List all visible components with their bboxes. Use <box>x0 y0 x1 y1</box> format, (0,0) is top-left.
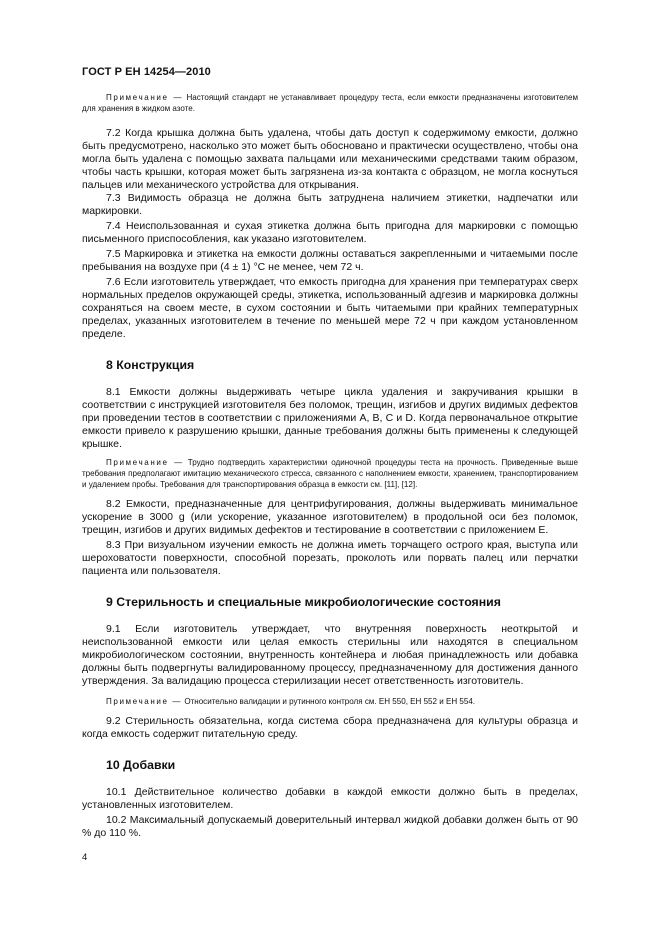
note-label: Примечание — <box>106 93 184 102</box>
note-label: Примечание — <box>106 458 184 467</box>
note-strength-test <box>82 457 578 490</box>
section-9-heading: 9 Стерильность и специальные микробиологические состояния <box>106 595 501 609</box>
page-content <box>82 92 578 840</box>
note-label: Примечание — <box>106 697 183 706</box>
note-storage-liquid-nitrogen <box>82 92 578 114</box>
clause-8-2: 8.2 Емкости, предназначенные для центрифугирования, должны выдерживать минимальное ускорение в 3000 g (или ускорение, указанное изготовителем) в продольной оси без поломок, трещин, изгибов и других видимых дефектов и тестирование в соответствии с приложением Е. <box>82 498 578 536</box>
section-8-heading: 8 Конструкция <box>106 358 195 372</box>
clause-7-6: 7.6 Если изготовитель утверждает, что емкость пригодна для хранения при температурах сверх нормальных пределов окружающей среды, этикетка, использованный адгезив и маркировка должны сохраняться на своем месте, в сухом состоянии и быть читаемыми при крайних температурных пределах, указанных изготовителем в течение по меньшей мере 72 ч при каждом установленном пределе. <box>82 276 578 340</box>
clause-9-2: 9.2 Стерильность обязательна, когда система сбора предназначена для культуры образца и когда емкость содержит питательную среду. <box>82 715 578 740</box>
clause-7-5: 7.5 Маркировка и этикетка на емкости должны оставаться закрепленными и читаемыми после пребывания на воздухе при (4 ± 1) °С не менее, чем 72 ч. <box>82 248 578 273</box>
section-10-heading: 10 Добавки <box>106 758 176 772</box>
clause-10-1: 10.1 Действительное количество добавки в каждой емкости должно быть в пределах, установленных изготовителем. <box>82 786 578 811</box>
clause-7-4: 7.4 Неиспользованная и сухая этикетка должна быть пригодна для маркировки с помощью письменного приспособления, как указано изготовителем. <box>82 220 578 245</box>
clause-7-3: 7.3 Видимость образца не должна быть затруднена наличием этикетки, надпечатки или маркировки. <box>82 192 578 217</box>
note-text: Настоящий стандарт не устанавливает процедуру теста, если емкости предназначены изготовителем для хранения в жидком азоте. <box>82 93 578 113</box>
clause-7-2: 7.2 Когда крышка должна быть удалена, чтобы дать доступ к содержимому емкости, должно быть предусмотрено, насколько это может быть обосновано и практически осуществлено, чтобы она могла быть удалена с помощью захвата пальцами или механическими средствами таким образом, чтобы часть крышки, которая может быть загрязнена из-за контакта с образцом, не могла коснуться пальцев или механического устройства для открывания. <box>82 127 578 191</box>
clause-9-1: 9.1 Если изготовитель утверждает, что внутренняя поверхность неоткрытой и неиспользованной емкости или целая емкость стерильны или находятся в специальном микробиологическом состоянии, внутренность контейнера и любая принадлежность или добавка должны быть подвергнуты валидированному процессу, предназначенному для достижения данного утверждения. За валидацию процесса стерилизации несет ответственность изготовитель. <box>82 623 578 687</box>
page-number: 4 <box>82 852 88 863</box>
document-header: ГОСТ Р ЕН 14254—2010 <box>82 66 211 78</box>
note-text: Относительно валидации и рутинного контроля см. ЕН 550, ЕН 552 и ЕН 554. <box>184 697 476 706</box>
note-text: Трудно подтвердить характеристики одиночной процедуры теста на прочность. Приведенные выше требования предполагают имитацию механического стресса, связанного с наполнением емкости, хранением, транспортированием и удалением пробы. Требования для транспортирования образца в емкости см. [11], [12]. <box>82 458 578 489</box>
clause-8-1: 8.1 Емкости должны выдерживать четыре цикла удаления и закручивания крышки в соответствии с инструкцией изготовителя без поломок, трещин, изгибов и других видимых дефектов при проведении тестов в соответствии с приложениями A, B, C и D. Когда первоначальное открытие емкости привело к разрушению крышки, данные требования должны быть применены к следующей крышке. <box>82 386 578 450</box>
clause-10-2: 10.2 Максимальный допускаемый доверительный интервал жидкой добавки должен быть от 90 % до 110 %. <box>82 814 578 839</box>
clause-8-3: 8.3 При визуальном изучении емкость не должна иметь торчащего острого края, выступа или шероховатости поверхности, способной порезать, проколоть или порвать палец или перчатки пациента или пользователя. <box>82 539 578 577</box>
note-validation <box>82 696 578 707</box>
